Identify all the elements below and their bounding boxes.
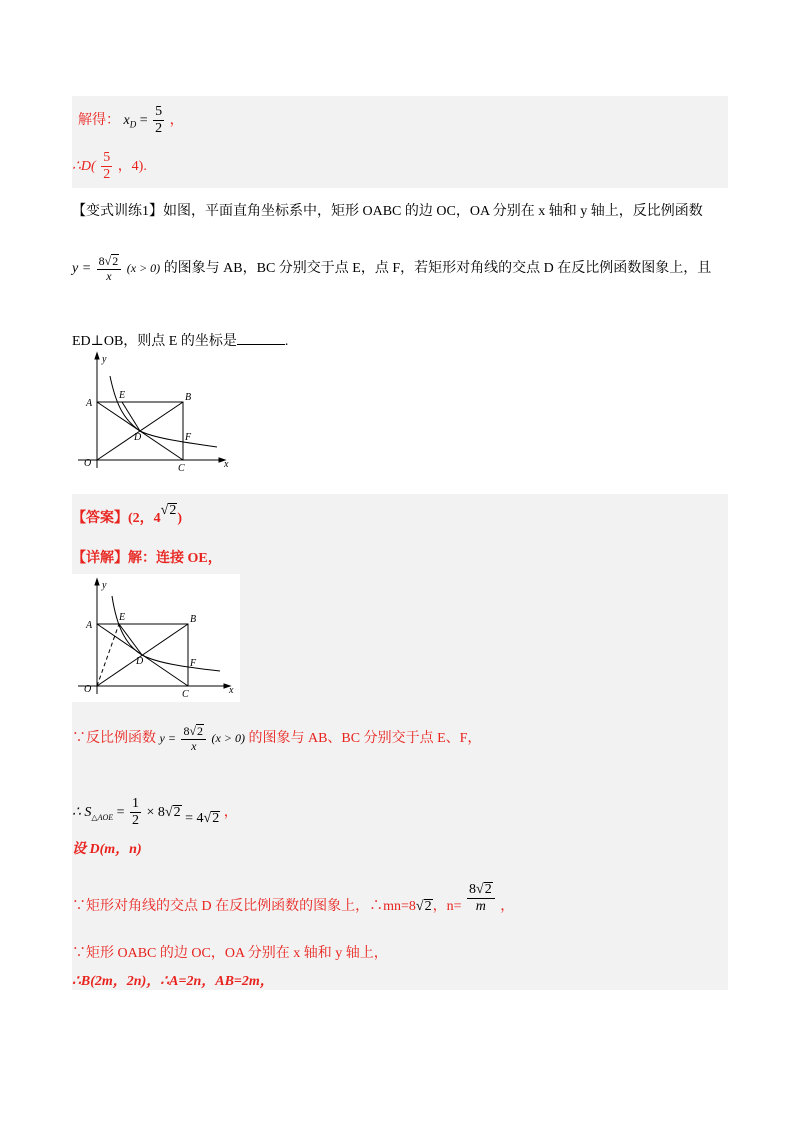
segment-ed [119,624,142,655]
area-symbol: ∴ S [72,804,92,820]
detail-l5: ∵矩形 OABC 的边 OC，OA 分别在 x 轴和 y 轴上， [72,946,388,961]
area-sub: △AOE [91,812,114,822]
equals-4 [185,811,220,826]
problem-line-2 [72,254,711,284]
x-var: x [123,112,130,128]
problem-text-3-end: . [284,334,289,349]
solve-prefix: 解得： [78,112,120,128]
problem-tag: 【变式训练1】 [72,204,163,219]
eq-4-text: = 4 [185,810,204,826]
label-f: F [185,432,192,443]
func-numerator [97,254,122,270]
detail-l4-pre: ∵矩形对角线的交点 D 在反比例函数的图象上，∴mn=8 [72,898,416,914]
detail-intro-text: 解：连接 OE， [128,551,222,566]
func-coef: 8 [183,724,190,738]
fraction-5-2 [153,104,164,137]
detail-line-3 [72,838,142,858]
sqrt-icon: √ [104,254,112,268]
problem-text-2: 的图象与 AB，BC 分别交于点 E，点 F，若矩形对角线的交点 D 在反比例函数图象上，且 [163,261,712,277]
label-y: y [102,354,107,365]
func-denominator: x [191,738,197,753]
times-8-text: × 8 [146,804,165,820]
detail-line-4 [72,882,515,923]
func-numerator [181,724,206,740]
segment-oe-dashed [97,624,119,686]
fraction-den: 2 [132,813,140,829]
times-8 [147,805,182,820]
answer-open: (2，4 [128,511,161,526]
fraction-num [467,882,495,899]
label-o: O [84,684,92,695]
equals: = [139,112,148,128]
problem-text-3: ED⊥OB，则点 E 的坐标是 [72,334,237,349]
fraction-num: 5 [101,150,112,167]
radicand: 2 [173,804,181,820]
answer-line [72,503,183,527]
hyperbola-curve [112,596,220,671]
label-e: E [119,390,126,401]
answer-tag: 【答案】 [72,511,128,526]
detail-l3: 设 D(m，n) [72,842,142,857]
func-fraction [181,724,206,754]
x-sub: D [129,119,137,130]
figure-2 [72,574,242,702]
label-c: C [182,689,189,700]
func-denominator: x [106,268,112,283]
sqrt-icon: √ [415,898,424,914]
solution-line-1 [78,104,184,137]
func-radicand: 2 [112,254,119,268]
coef: 8 [469,882,476,897]
fraction-half [130,796,141,829]
detail-l1-pre: ∵反比例函数 [72,731,156,747]
answer-blank [237,332,285,345]
equals: = [116,804,125,820]
solution-line-2 [72,150,147,183]
label-a: A [86,620,93,631]
label-x: x [224,459,229,470]
y-axis-arrow [95,579,99,585]
func-y: y = [72,261,92,277]
label-x: x [229,685,234,696]
label-f: F [190,658,197,669]
answer-close: ) [177,511,183,526]
detail-line-5 [72,942,388,962]
line-end: ， [169,112,184,128]
figure-1 [72,350,242,475]
label-a: A [86,398,93,409]
func-condition: (x > 0) [211,731,245,746]
func-condition: (x > 0) [126,261,161,276]
sqrt-icon: √ [160,503,169,518]
func-y: y = [159,731,176,746]
fraction-num: 5 [153,104,164,121]
point-d-prefix: ∴D( [72,158,96,174]
problem-line-1 [72,200,703,220]
detail-l4-mid: ，n= [432,898,462,914]
radicand: 2 [424,898,432,914]
label-o: O [84,458,92,469]
hyperbola-curve [110,376,217,447]
label-d: D [134,432,142,443]
radicand: 2 [212,810,220,826]
label-d: D [136,656,144,667]
line-end: ， [500,898,515,914]
point-d-end: ，4). [117,158,147,174]
func-radicand: 2 [197,724,204,738]
sqrt-icon: √ [203,810,212,826]
problem-line-3 [72,330,288,350]
fraction-den: m [475,899,486,915]
func-fraction [97,254,122,284]
detail-l1-post: 的图象与 AB、BC 分别交于点 E、F， [248,731,482,747]
n-fraction [467,882,495,915]
problem-text-1: 如图，平面直角坐标系中，矩形 OABC 的边 OC，OA 分别在 x 轴和 y 轴上，反比例函数 [163,204,703,219]
label-e: E [119,612,126,623]
detail-l6: ∴B(2m，2n)，∴A=2n，AB=2m， [72,974,274,989]
fraction-den: 2 [155,121,163,137]
detail-intro [72,547,222,567]
answer-radicand: 2 [169,503,177,518]
fraction-5-2-b [101,150,112,183]
label-b: B [190,614,197,625]
label-y: y [102,580,107,591]
radicand: 2 [484,882,492,897]
func-coef: 8 [98,254,105,268]
detail-l2-pre [72,805,113,820]
sqrt-icon: √ [164,804,173,820]
y-axis-arrow [95,353,99,359]
label-c: C [178,463,185,474]
detail-line-1 [72,724,481,754]
fraction-den: 2 [103,167,111,183]
sqrt-icon: √ [476,882,484,897]
detail-line-2 [72,796,238,829]
detail-line-6 [72,970,274,990]
sqrt-icon: √ [189,724,197,738]
fraction-num: 1 [130,796,141,813]
label-b: B [185,392,192,403]
line-end: ， [223,804,238,820]
detail-tag: 【详解】 [72,551,128,566]
